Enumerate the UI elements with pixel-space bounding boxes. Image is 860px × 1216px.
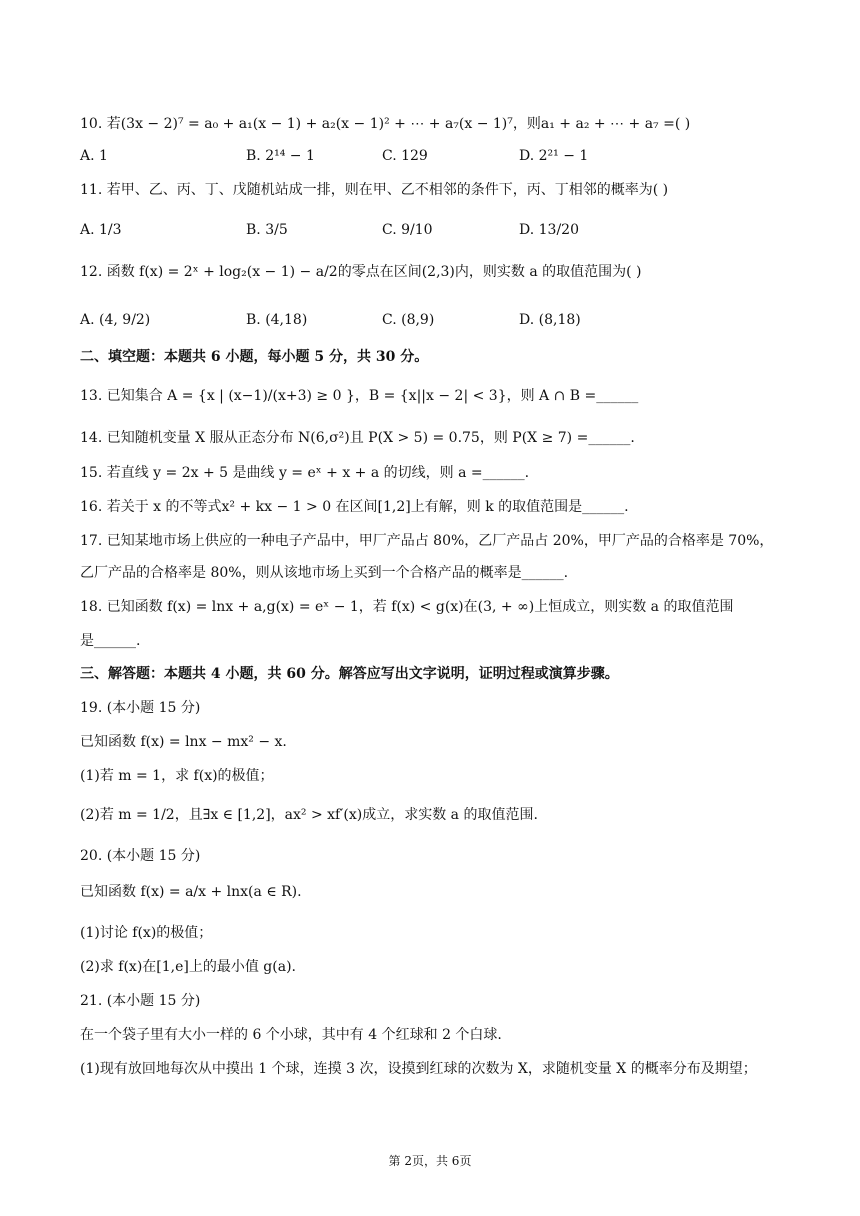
- q19-part-2: (2)若 m = 1/2，且∃x ∈ [1,2]，ax² > xf′(x)成立，求实数 a 的取值范围.: [80, 807, 538, 823]
- q11-option-b: B. 3/5: [246, 222, 288, 238]
- q20-stem: 已知函数 f(x) = a/x + lnx(a ∈ R).: [80, 884, 302, 900]
- q13: 13. 已知集合 A = {x | (x−1)/(x+3) ≥ 0 }，B = {x||x − 2| < 3}，则 A ∩ B =______: [80, 388, 639, 404]
- q10-option-a: A. 1: [80, 148, 108, 164]
- q19-stem: 已知函数 f(x) = lnx − mx² − x.: [80, 734, 287, 750]
- q20-part-1: (1)讨论 f(x)的极值；: [80, 925, 213, 941]
- q10-option-b: B. 2¹⁴ − 1: [246, 148, 315, 164]
- q10-option-d: D. 2²¹ − 1: [519, 148, 589, 164]
- q12-stem: 12. 函数 f(x) = 2ˣ + log₂(x − 1) − a/2的零点在区间(2,3)内，则实数 a 的取值范围为( ): [80, 264, 642, 280]
- q20-part-2: (2)求 f(x)在[1,e]上的最小值 g(a).: [80, 959, 296, 975]
- q21-stem: 在一个袋子里有大小一样的 6 个小球，其中有 4 个红球和 2 个白球.: [80, 1027, 502, 1043]
- q16: 16. 若关于 x 的不等式x² + kx − 1 > 0 在区间[1,2]上有解，则 k 的取值范围是______.: [80, 499, 629, 515]
- section-2-heading: 二、填空题：本题共 6 小题，每小题 5 分，共 30 分。: [80, 349, 429, 365]
- q11-option-a: A. 1/3: [80, 222, 122, 238]
- q21-heading: 21. (本小题 15 分): [80, 993, 201, 1009]
- q20-heading: 20. (本小题 15 分): [80, 848, 201, 864]
- q12-option-b: B. (4,18): [246, 312, 308, 328]
- q11-option-d: D. 13/20: [519, 222, 579, 238]
- q11-option-c: C. 9/10: [382, 222, 433, 238]
- section-3-heading: 三、解答题：本题共 4 小题，共 60 分。解答应写出文字说明，证明过程或演算步骤。: [80, 666, 619, 682]
- q17-line-1: 17. 已知某地市场上供应的一种电子产品中，甲厂产品占 80%，乙厂产品占 20%，甲厂产品的合格率是 70%，: [80, 533, 774, 549]
- q15: 15. 若直线 y = 2x + 5 是曲线 y = eˣ + x + a 的切线，则 a =______.: [80, 465, 530, 481]
- q17-line-2: 乙厂产品的合格率是 80%，则从该地市场上买到一个合格产品的概率是______.: [80, 565, 569, 581]
- page-footer: 第 2页，共 6页: [388, 1154, 472, 1168]
- q12-option-d: D. (8,18): [519, 312, 581, 328]
- q18-line-2: 是______.: [80, 633, 141, 649]
- q14: 14. 已知随机变量 X 服从正态分布 N(6,σ²)且 P(X > 5) = 0.75，则 P(X ≥ 7) =______.: [80, 430, 635, 446]
- q11-stem: 11. 若甲、乙、丙、丁、戊随机站成一排，则在甲、乙不相邻的条件下，丙、丁相邻的概率为( ): [80, 182, 669, 198]
- q12-option-c: C. (8,9): [382, 312, 435, 328]
- q21-part-1: (1)现有放回地每次从中摸出 1 个球，连摸 3 次，设摸到红球的次数为 X，求随机变量 X 的概率分布及期望；: [80, 1061, 757, 1077]
- q10-option-c: C. 129: [382, 148, 428, 164]
- q19-heading: 19. (本小题 15 分): [80, 700, 201, 716]
- q19-part-1: (1)若 m = 1，求 f(x)的极值；: [80, 768, 274, 784]
- q12-option-a: A. (4, 9/2): [80, 312, 151, 328]
- q18-line-1: 18. 已知函数 f(x) = lnx + a,g(x) = eˣ − 1，若 f(x) < g(x)在(3, + ∞)上恒成立，则实数 a 的取值范围: [80, 599, 734, 615]
- q10-stem: 10. 若(3x − 2)⁷ = a₀ + a₁(x − 1) + a₂(x − 1)² + ⋯ + a₇(x − 1)⁷，则a₁ + a₂ + ⋯ + a₇ =( ): [80, 116, 691, 132]
